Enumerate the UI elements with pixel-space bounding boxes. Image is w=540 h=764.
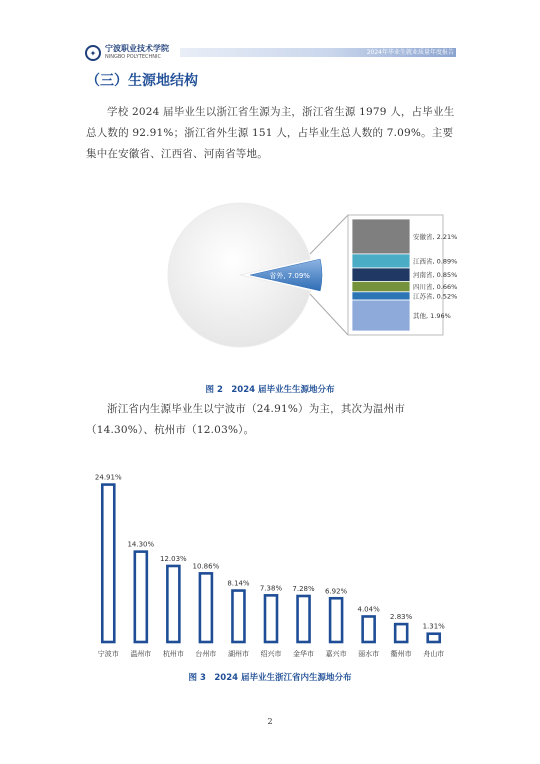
stack-segment-四川省 (352, 281, 410, 291)
bar-category-label: 绍兴市 (260, 650, 282, 658)
stack-segment-江苏省 (352, 292, 410, 300)
school-name (105, 44, 169, 62)
stack-label-四川省: 四川省, 0.66% (413, 283, 458, 292)
bar-嘉兴市 (330, 598, 342, 642)
bar-value-label: 4.04% (357, 605, 380, 614)
bar-金华市 (298, 596, 310, 642)
connector-line-bottom (310, 294, 348, 335)
bar-category-label: 舟山市 (423, 650, 445, 658)
bar-温州市 (135, 552, 147, 642)
bar-category-label: 宁波市 (97, 650, 119, 658)
stack-label-安徽省: 安徽省, 2.21% (413, 232, 458, 241)
bar-value-label: 8.14% (227, 579, 250, 588)
bar-绍兴市 (265, 595, 277, 642)
bar-category-label: 温州市 (130, 650, 152, 658)
bar-category-label: 丽水市 (358, 650, 380, 658)
section-title: （三）生源地结构 (86, 73, 198, 89)
bar-category-label: 台州市 (195, 650, 217, 658)
report-title: 2024年毕业生就业质量年度报告 (366, 49, 454, 56)
bar-湖州市 (232, 591, 244, 642)
bar-value-label: 1.31% (422, 622, 445, 631)
page-header (0, 0, 540, 60)
bar-value-label: 14.30% (127, 540, 155, 549)
bar-value-label: 2.83% (390, 613, 413, 622)
bar-台州市 (200, 573, 212, 642)
bar-舟山市 (428, 634, 440, 642)
connector-line-top (310, 215, 348, 254)
bar-value-label: 24.91% (94, 473, 122, 482)
bar-category-label: 衢州市 (390, 650, 412, 658)
stack-label-江苏省: 江苏省, 0.52% (413, 292, 458, 301)
school-emblem-icon: ✦ (85, 45, 101, 61)
stack-segment-河南省 (352, 268, 410, 281)
bar-value-label: 7.38% (259, 584, 283, 593)
origin-pie-chart (0, 195, 540, 375)
bar-category-label: 嘉兴市 (325, 650, 347, 658)
bar-category-label: 金华市 (293, 650, 315, 658)
stack-segment-其他 (352, 300, 410, 331)
stack-label-河南省: 河南省, 0.85% (413, 271, 458, 280)
bar-value-label: 6.92% (324, 587, 348, 596)
bar-杭州市 (167, 566, 179, 642)
bar-value-label: 7.28% (292, 584, 315, 593)
bar-丽水市 (363, 616, 375, 642)
stack-segment-江西省 (352, 254, 410, 268)
city-bar-chart (0, 460, 540, 665)
pie-slice-label: 省外, 7.09% (269, 272, 310, 280)
bar-宁波市 (102, 485, 114, 642)
paragraph-province: 浙江省内生源毕业生以宁波市（24.91%）为主，其次为温州市（14.30%）、杭州市（12.03%）。 (86, 403, 406, 436)
bar-value-label: 10.86% (192, 562, 220, 571)
figure2-caption: 图 2 2024 届毕业生生源地分布 (205, 385, 335, 395)
bar-category-label: 杭州市 (162, 650, 184, 658)
stack-label-其他: 其他, 1.96% (413, 312, 451, 321)
bar-衢州市 (395, 624, 407, 642)
figure3-caption: 图 3 2024 届毕业生浙江省内生源地分布 (188, 673, 352, 683)
bar-value-label: 12.03% (160, 554, 187, 563)
stack-segment-安徽省 (352, 219, 410, 254)
page-number: 2 (267, 717, 273, 726)
school-name-en: NINGBO POLYTECHNIC (105, 54, 161, 60)
school-logo (85, 44, 169, 62)
paragraph-intro: 学校 2024 届毕业生以浙江省生源为主，浙江省生源 1979 人，占毕业生总人数的 92.91%；浙江省外生源 151 人，占毕业生总人数的 7.09%。主要集中在安徽省、江西省、河南省等地。 (86, 106, 455, 160)
stack-label-江西省: 江西省, 0.89% (413, 257, 458, 266)
bar-category-label: 湖州市 (227, 650, 249, 658)
school-name-cn: 宁波职业技术学院 (105, 44, 169, 53)
